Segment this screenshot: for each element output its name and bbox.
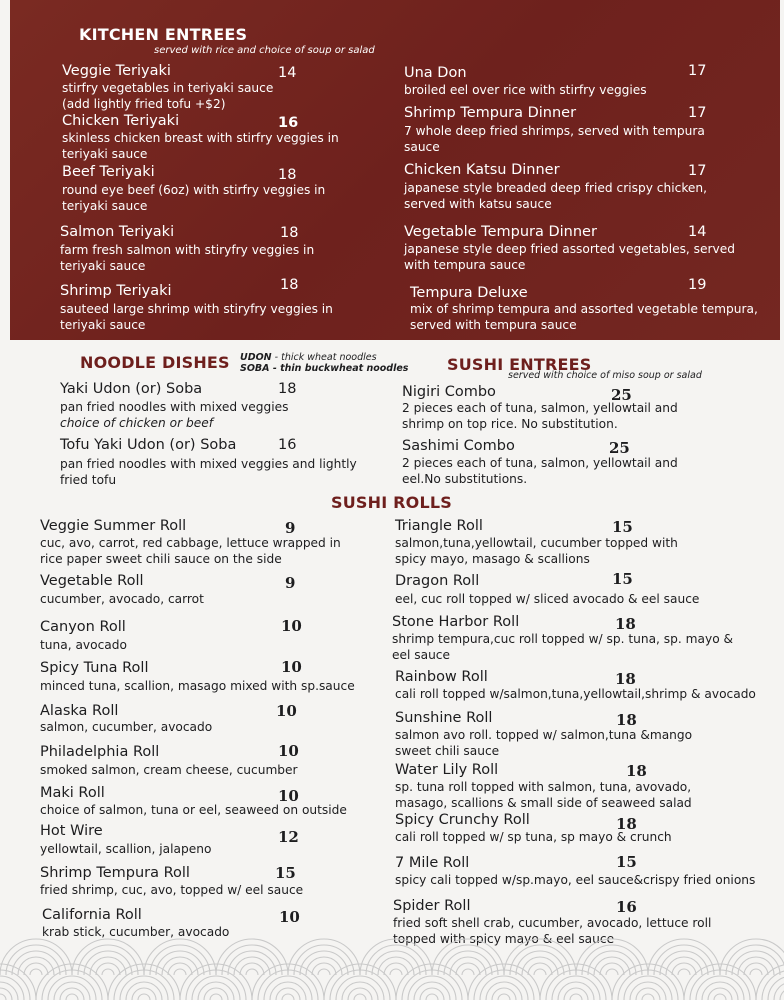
menu-item-desc: fried tofu xyxy=(60,473,117,487)
menu-item-price: 15 xyxy=(616,853,637,871)
menu-item-desc: cali roll topped w/salmon,tuna,yellowtail,shrimp & avocado xyxy=(395,687,756,701)
menu-item-price: 17 xyxy=(688,63,707,79)
menu-item-price: 14 xyxy=(278,65,297,81)
menu-item-price: 14 xyxy=(688,224,707,240)
menu-item-desc: teriyaki sauce xyxy=(60,259,146,273)
menu-item-desc: japanese style deep fried assorted vegetables, served xyxy=(404,242,735,256)
menu-item-name: Beef Teriyaki xyxy=(62,164,155,180)
menu-item-name: Veggie Teriyaki xyxy=(62,63,171,79)
menu-item-desc: pan fried noodles with mixed veggies xyxy=(60,400,289,414)
menu-item-desc: skinless chicken breast with stirfry veggies in xyxy=(62,131,339,145)
menu-item-desc: spicy cali topped w/sp.mayo, eel sauce&crispy fried onions xyxy=(395,873,756,887)
menu-item-desc: (add lightly fried tofu +$2) xyxy=(62,97,226,111)
menu-item-name: Triangle Roll xyxy=(395,518,483,534)
menu-item-name: California Roll xyxy=(42,907,142,923)
menu-item-desc: rice paper sweet chili sauce on the side xyxy=(40,552,282,566)
menu-item-name: Rainbow Roll xyxy=(395,669,488,685)
menu-item-name: Maki Roll xyxy=(40,785,105,801)
menu-item-name: Chicken Katsu Dinner xyxy=(404,162,560,178)
menu-item-price: 18 xyxy=(280,277,299,293)
menu-item-desc: with tempura sauce xyxy=(404,258,526,272)
menu-item-price: 18 xyxy=(278,381,297,397)
section-title: KITCHEN ENTREES xyxy=(79,25,248,44)
menu-item-name: Una Don xyxy=(404,65,467,81)
menu-item-price: 10 xyxy=(281,617,302,635)
noodle-dishes-title: NOODLE DISHES xyxy=(80,353,230,372)
menu-item-desc: cuc, avo, carrot, red cabbage, lettuce wrapped in xyxy=(40,536,341,550)
menu-item-name: Tofu Yaki Udon (or) Soba xyxy=(60,437,237,453)
menu-item-name: Dragon Roll xyxy=(395,573,480,589)
menu-item-desc: farm fresh salmon with stiryfry veggies in xyxy=(60,243,315,257)
soba-note xyxy=(240,363,408,374)
menu-item-price: 16 xyxy=(616,898,637,916)
menu-item-desc: 7 whole deep fried shrimps, served with tempura xyxy=(404,124,705,138)
menu-item-desc: krab stick, cucumber, avocado xyxy=(42,925,230,939)
menu-item-name: Salmon Teriyaki xyxy=(60,224,175,240)
menu-item-desc: yellowtail, scallion, jalapeno xyxy=(40,842,212,856)
menu-item-desc: tuna, avocado xyxy=(40,638,127,652)
menu-item-price: 9 xyxy=(285,519,296,537)
menu-item-desc: eel.No substitutions. xyxy=(402,472,528,486)
menu-item-name: Vegetable Tempura Dinner xyxy=(404,224,597,240)
menu-item-desc: salmon avo roll. topped w/ salmon,tuna &mango xyxy=(395,728,693,742)
menu-item-name: Yaki Udon (or) Soba xyxy=(60,381,203,397)
udon-label: UDON xyxy=(240,352,272,363)
menu-item-desc: broiled eel over rice with stirfry veggies xyxy=(404,83,647,97)
udon-note xyxy=(240,352,377,363)
menu-item-desc: 2 pieces each of tuna, salmon, yellowtail and xyxy=(402,401,678,415)
menu-item-desc: japanese style breaded deep fried crispy chicken, xyxy=(404,181,708,195)
menu-item-price: 12 xyxy=(278,828,299,846)
menu-item-name: Water Lily Roll xyxy=(395,762,499,778)
menu-item-desc: fried shrimp, cuc, avo, topped w/ eel sauce xyxy=(40,883,304,897)
menu-item-desc: spicy mayo, masago & scallions xyxy=(395,552,590,566)
menu-item-desc: stirfry vegetables in teriyaki sauce xyxy=(62,81,274,95)
menu-item-name: Tempura Deluxe xyxy=(410,285,528,301)
menu-item-name: Spicy Tuna Roll xyxy=(40,660,149,676)
menu-item-desc: served with katsu sauce xyxy=(404,197,552,211)
menu-item-price: 18 xyxy=(615,670,636,688)
sushi-entrees-title: SUSHI ENTREES xyxy=(447,355,592,374)
menu-item-desc: mix of shrimp tempura and assorted vegetable tempura, xyxy=(410,302,758,316)
section-subtitle: served with choice of miso soup or salad xyxy=(508,370,702,381)
menu-item-desc: teriyaki sauce xyxy=(62,147,148,161)
menu-item-desc: sp. tuna roll topped with salmon, tuna, avovado, xyxy=(395,780,692,794)
menu-item-price: 9 xyxy=(285,574,296,592)
kitchen-entrees-section xyxy=(10,0,780,340)
menu-item-desc: salmon, cucumber, avocado xyxy=(40,720,213,734)
section-subtitle: served with rice and choice of soup or salad xyxy=(154,45,375,56)
menu-item-name: Shrimp Tempura Roll xyxy=(40,865,190,881)
menu-item-name: Hot Wire xyxy=(40,823,103,839)
menu-item-desc: teriyaki sauce xyxy=(62,199,148,213)
menu-item-desc: sweet chili sauce xyxy=(395,744,500,758)
menu-item-desc: eel sauce xyxy=(392,648,450,662)
menu-item-price: 18 xyxy=(626,762,647,780)
menu-item-desc: shrimp tempura,cuc roll topped w/ sp. tuna, sp. mayo & xyxy=(392,632,734,646)
menu-item-name: Veggie Summer Roll xyxy=(40,518,187,534)
menu-item-desc: cucumber, avocado, carrot xyxy=(40,592,204,606)
menu-item-price: 16 xyxy=(278,115,299,131)
menu-item-name: Alaska Roll xyxy=(40,703,119,719)
soba-label: SOBA xyxy=(240,363,270,374)
menu-item-desc: salmon,tuna,yellowtail, cucumber topped with xyxy=(395,536,678,550)
menu-item-name: 7 Mile Roll xyxy=(395,855,470,871)
menu-item-desc: served with tempura sauce xyxy=(410,318,577,332)
menu-item-price: 17 xyxy=(688,105,707,121)
menu-item-price: 10 xyxy=(276,702,297,720)
menu-item-price: 18 xyxy=(615,615,636,633)
menu-item-price: 15 xyxy=(275,864,296,882)
menu-item-desc: cali roll topped w/ sp tuna, sp mayo & crunch xyxy=(395,830,672,844)
menu-item-name: Sashimi Combo xyxy=(402,438,515,454)
menu-item-desc: 2 pieces each of tuna, salmon, yellowtail and xyxy=(402,456,678,470)
menu-item-price: 15 xyxy=(612,518,633,536)
menu-item-desc: topped with spicy mayo & eel sauce xyxy=(393,932,615,946)
menu-item-desc: pan fried noodles with mixed veggies and lightly xyxy=(60,457,357,471)
menu-item-name: Stone Harbor Roll xyxy=(392,614,520,630)
wave-pattern-border xyxy=(0,935,784,1000)
menu-item-price: 10 xyxy=(281,658,302,676)
menu-item-desc: eel, cuc roll topped w/ sliced avocado & eel sauce xyxy=(395,592,700,606)
soba-note-text: - thin buckwheat noodles xyxy=(269,363,409,374)
menu-item-price: 18 xyxy=(280,225,299,241)
menu-item-price: 10 xyxy=(278,787,299,805)
menu-item-desc: sauce xyxy=(404,140,440,154)
menu-item-price: 15 xyxy=(612,570,633,588)
menu-item-desc: smoked salmon, cream cheese, cucumber xyxy=(40,763,298,777)
menu-item-desc: masago, scallions & small side of seaweed salad xyxy=(395,796,692,810)
menu-item-price: 17 xyxy=(688,163,707,179)
menu-item-name: Sunshine Roll xyxy=(395,710,493,726)
menu-item-name: Shrimp Teriyaki xyxy=(60,283,172,299)
menu-item-desc: fried soft shell crab, cucumber, avocado, lettuce roll xyxy=(393,916,712,930)
menu-item-desc: teriyaki sauce xyxy=(60,318,146,332)
menu-item-desc: sauteed large shrimp with stiryfry veggies in xyxy=(60,302,333,316)
menu-item-price: 18 xyxy=(616,711,637,729)
menu-item-name: Philadelphia Roll xyxy=(40,744,160,760)
menu-item-desc: choice of salmon, tuna or eel, seaweed on outside xyxy=(40,803,347,817)
menu-item-price: 18 xyxy=(278,167,297,183)
menu-item-price: 10 xyxy=(279,908,300,926)
menu-item-price: 19 xyxy=(688,277,707,293)
menu-item-name: Nigiri Combo xyxy=(402,384,496,400)
menu-item-price: 25 xyxy=(611,386,632,404)
menu-item-name: Spicy Crunchy Roll xyxy=(395,812,530,828)
sushi-rolls-title: SUSHI ROLLS xyxy=(331,493,452,512)
udon-note-text: - thick wheat noodles xyxy=(271,352,377,363)
menu-item-price: 10 xyxy=(278,742,299,760)
menu-item-desc: shrimp on top rice. No substitution. xyxy=(402,417,618,431)
menu-item-price: 16 xyxy=(278,437,297,453)
menu-item-price: 25 xyxy=(609,439,630,457)
menu-item-price: 18 xyxy=(616,815,637,833)
menu-item-name: Spider Roll xyxy=(393,898,471,914)
menu-item-name: Vegetable Roll xyxy=(40,573,144,589)
menu-item-name: Shrimp Tempura Dinner xyxy=(404,105,577,121)
menu-item-name: Canyon Roll xyxy=(40,619,126,635)
menu-item-desc: choice of chicken or beef xyxy=(60,416,213,430)
menu-item-name: Chicken Teriyaki xyxy=(62,113,180,129)
menu-item-desc: minced tuna, scallion, masago mixed with sp.sauce xyxy=(40,679,355,693)
menu-item-desc: round eye beef (6oz) with stirfry veggies in xyxy=(62,183,326,197)
